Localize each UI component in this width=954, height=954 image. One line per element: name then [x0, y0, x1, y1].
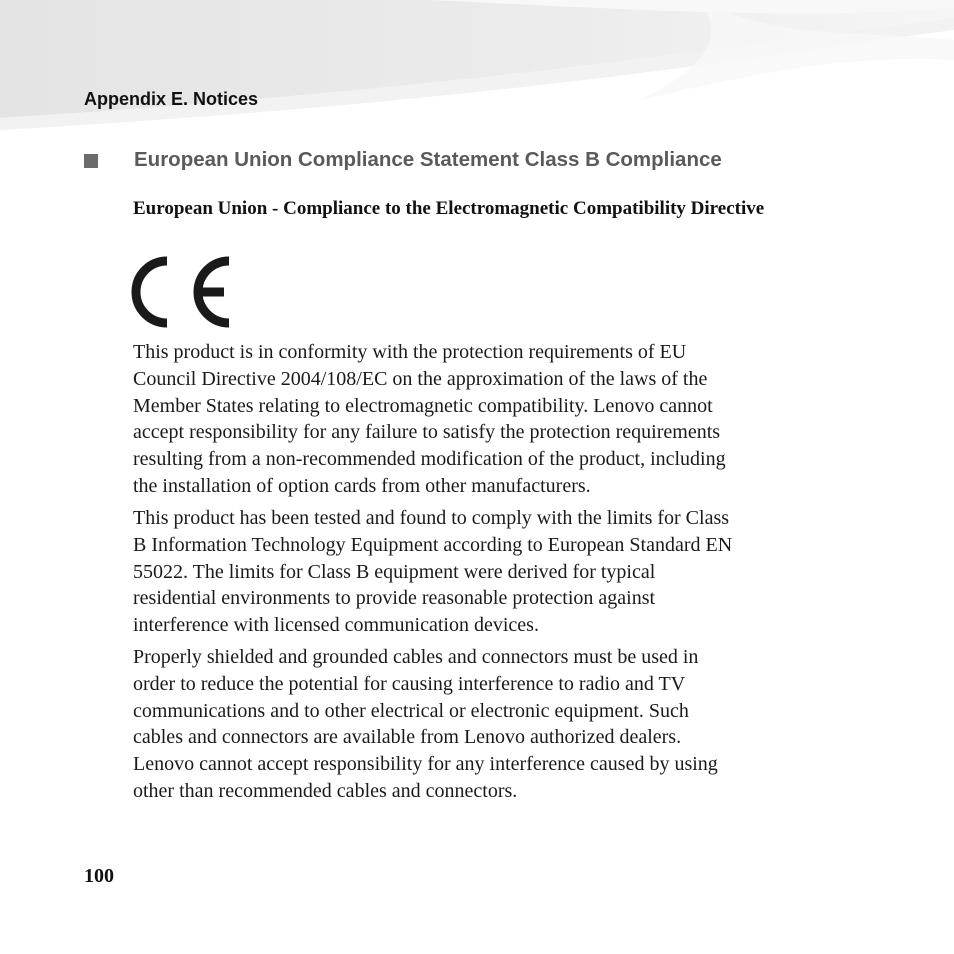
text-line: Lenovo cannot accept responsibility for any interference caused by using	[133, 753, 718, 776]
page-number: 100	[84, 865, 114, 887]
square-bullet-icon	[84, 154, 98, 168]
paragraph-class-b-limits	[133, 505, 843, 639]
subheading: European Union - Compliance to the Electromagnetic Compatibility Directive	[133, 198, 765, 219]
text-line: order to reduce the potential for causing interference to radio and TV	[133, 672, 686, 695]
text-line: interference with licensed communication devices.	[133, 614, 539, 637]
running-head: Appendix E. Notices	[84, 89, 259, 109]
text-line: B Information Technology Equipment according to European Standard EN	[133, 533, 733, 556]
text-line: cables and connectors are available from Lenovo authorized dealers.	[133, 726, 682, 749]
text-line: accept responsibility for any failure to satisfy the protection requirements	[133, 421, 721, 444]
text-line: 55022. The limits for Class B equipment were derived for typical	[133, 560, 656, 583]
ce-mark-icon	[128, 253, 234, 331]
text-line: This product is in conformity with the protection requirements of EU	[133, 341, 687, 363]
text-line: resulting from a non-recommended modification of the product, including	[133, 448, 726, 471]
text-line: communications and to other electrical or electronic equipment. Such	[133, 699, 689, 722]
text-line: residential environments to provide reasonable protection against	[133, 587, 656, 610]
text-line: Member States relating to electromagnetic compatibility. Lenovo cannot	[133, 394, 713, 417]
text-line: the installation of option cards from other manufacturers.	[133, 474, 591, 497]
section-title: European Union Compliance Statement Class B Compliance	[134, 148, 722, 171]
text-line: This product has been tested and found to comply with the limits for Class	[133, 507, 730, 529]
text-line: Council Directive 2004/108/EC on the approximation of the laws of the	[133, 367, 708, 390]
header-swoosh-band	[0, 0, 954, 130]
section-heading	[84, 148, 722, 172]
text-line: Properly shielded and grounded cables and connectors must be used in	[133, 646, 699, 668]
paragraph-conformity	[133, 339, 843, 500]
text-line: other than recommended cables and connectors.	[133, 779, 518, 802]
paragraph-shielded-cables	[133, 644, 843, 805]
